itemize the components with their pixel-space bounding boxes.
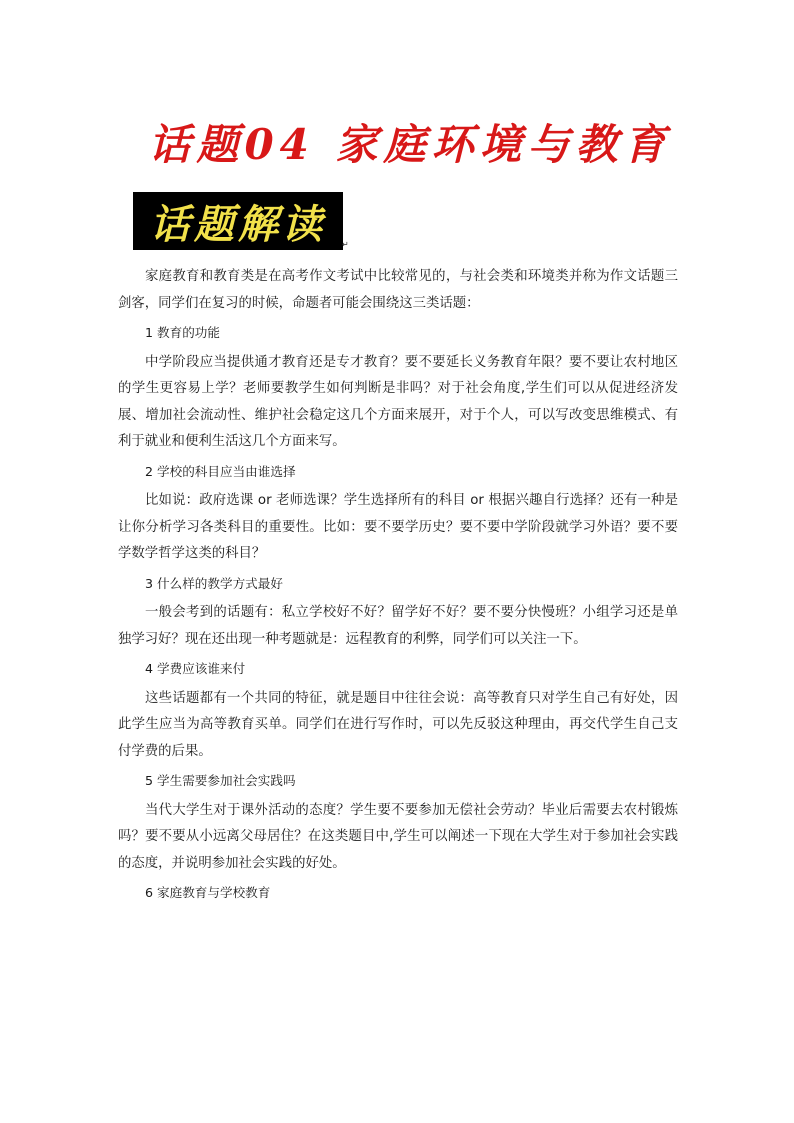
- section-body: 一般会考到的话题有：私立学校好不好？留学好不好？要不要分快慢班？小组学习还是单独学习好？现在还出现一种考题就是：远程教育的利弊，同学们可以关注一下。: [118, 605, 678, 647]
- section-heading: 1 教育的功能: [145, 325, 220, 340]
- section-heading: 2 学校的科目应当由谁选择: [145, 463, 296, 479]
- topic-reading-badge: [133, 192, 343, 250]
- page-title: 话题04 家庭环境与教育: [148, 120, 672, 169]
- section-body: 当代大学生对于课外活动的态度？学生要不要参加无偿社会劳动？毕业后需要去农村锻炼吗？要不要从小远离父母居住？在这类题目中,学生可以阐述一下现在大学生对于参加社会实践的态度，并说明参加社会实践的好处。: [118, 802, 678, 871]
- section-heading: 3 什么样的教学方式最好: [145, 575, 283, 591]
- section-body: 中学阶段应当提供通才教育还是专才教育？要不要延长义务教育年限？要不要让农村地区的学生更容易上学？老师要教学生如何判断是非吗？对于社会角度,学生们可以从促进经济发展、增加社会流动性、维护社会稳定这几个方面来展开，对于个人，可以写改变思维模式、有利于就业和便利生活这几个方面来写。: [118, 354, 678, 449]
- section-heading: 6 家庭教育与学校教育: [145, 885, 271, 900]
- document-body: [118, 264, 678, 910]
- section-heading: 5 学生需要参加社会实践吗: [145, 773, 296, 788]
- section-body: 比如说：政府选课 or 老师选课？学生选择所有的科目 or 根据兴趣自行选择？还有一种是让你分析学习各类科目的重要性。比如：要不要学历史？要不要中学阶段就学习外语？要不要学数学哲学这类的科目？: [118, 493, 678, 561]
- section-body: 这些话题都有一个共同的特征，就是题目中往往会说：高等教育只对学生自己有好处，因此学生应当为高等教育买单。同学们在进行写作时，可以先反驳这种理由，再交代学生自己支付学费的后果。: [118, 690, 678, 759]
- badge-label: 话题解读: [150, 200, 326, 248]
- section-heading: 4 学费应该谁来付: [145, 661, 246, 676]
- intro-paragraph: 家庭教育和教育类是在高考作文考试中比较常见的，与社会类和环境类并称为作文话题三剑客，同学们在复习的时候，命题者可能会围绕这三类话题：: [118, 269, 678, 311]
- paragraph-mark-icon: ↵: [342, 240, 349, 249]
